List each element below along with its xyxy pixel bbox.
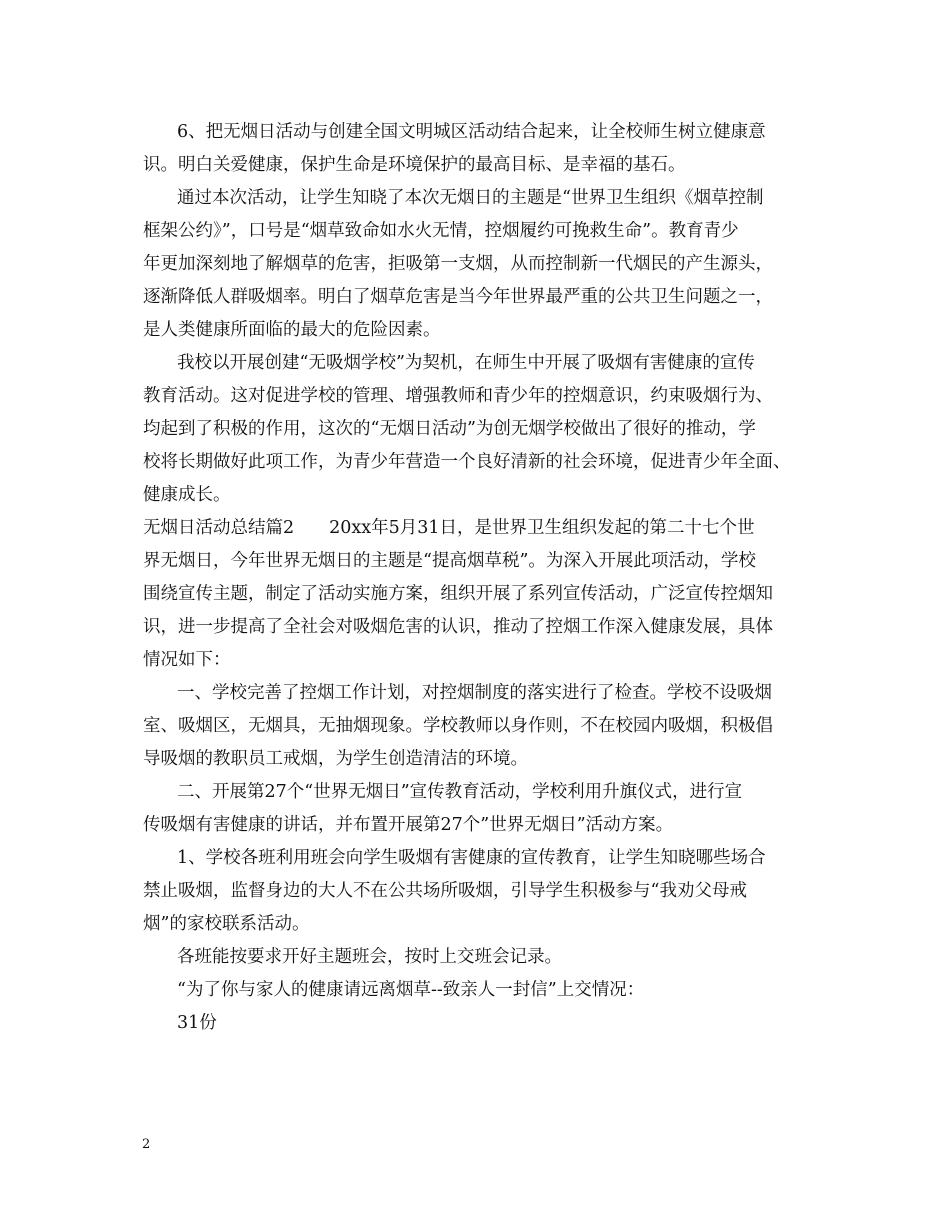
text-line: 是人类健康所面临的最大的危险因素。 — [143, 320, 441, 340]
text-line: 框架公约》”，口号是“烟草致命如水火无情，控烟履约可挽救生命”。教育青少 — [143, 221, 739, 241]
text-line: 围绕宣传主题，制定了活动实施方案，组织开展了系列宣传活动，广泛宣传控烟知 — [143, 584, 773, 604]
text-line: 均起到了积极的作用，这次的“无烟日活动”为创无烟学校做出了很好的推动，学 — [143, 419, 756, 439]
text-line: 禁止吸烟，监督身边的大人不在公共场所吸烟，引导学生积极参与“我劝父母戒 — [143, 881, 747, 901]
text-line: 健康成长。 — [143, 485, 231, 505]
text-line: 界无烟日，今年世界无烟日的主题是“提高烟草税”。为深入开展此项活动，学校 — [143, 551, 756, 571]
text-line: 6、把无烟日活动与创建全国文明城区活动结合起来，让全校师生树立健康意 — [177, 122, 766, 142]
text-line: 逐渐降低人群吸烟率。明白了烟草危害是当今年世界最严重的公共卫生问题之一， — [143, 287, 773, 307]
page-number: 2 — [142, 1137, 151, 1152]
text-line: 教育活动。这对促进学校的管理、增强教师和青少年的控烟意识，约束吸烟行为、 — [143, 386, 773, 406]
text-line: 各班能按要求开好主题班会，按时上交班会记录。 — [177, 947, 562, 967]
text-line: 导吸烟的教职员工戒烟，为学生创造清洁的环境。 — [143, 749, 528, 769]
text-line: 情况如下： — [143, 650, 231, 670]
text-line: 传吸烟有害健康的讲话，并布置开展第27个”世界无烟日”活动方案。 — [143, 815, 674, 835]
text-line: 年更加深刻地了解烟草的危害，拒吸第一支烟，从而控制新一代烟民的产生源头， — [143, 254, 773, 274]
text-line: “为了你与家人的健康请远离烟草--致亲人一封信”上交情况： — [177, 980, 645, 1000]
text-line: 我校以开展创建“无吸烟学校”为契机，在师生中开展了吸烟有害健康的宣传 — [177, 353, 755, 373]
text-line: 通过本次活动，让学生知晓了本次无烟日的主题是“世界卫生组织《烟草控制 — [177, 188, 764, 208]
text-line: 31份 — [177, 1013, 217, 1033]
text-line: 校将长期做好此项工作，为青少年营造一个良好清新的社会环境，促进青少年全面、 — [143, 452, 791, 472]
text-line: 识。明白关爱健康，保护生命是环境保护的最高目标、是幸福的基石。 — [143, 155, 686, 175]
text-line: 识，进一步提高了全社会对吸烟危害的认识，推动了控烟工作深入健康发展，具体 — [143, 617, 773, 637]
text-line: 烟”的家校联系活动。 — [143, 914, 310, 934]
text-line: 室、吸烟区，无烟具，无抽烟现象。学校教师以身作则，不在校园内吸烟，积极倡 — [143, 716, 773, 736]
text-line: 无烟日活动总结篇2 20xx年5月31日，是世界卫生组织发起的第二十七个世 — [143, 518, 755, 538]
text-line: 二、开展第27个“世界无烟日”宣传教育活动，学校利用升旗仪式，进行宣 — [177, 782, 743, 802]
body-text — [143, 116, 819, 1040]
text-line: 1、学校各班利用班会向学生吸烟有害健康的宣传教育，让学生知晓哪些场合 — [177, 848, 766, 868]
text-line: 一、学校完善了控烟工作计划，对控烟制度的落实进行了检查。学校不设吸烟 — [177, 683, 772, 703]
